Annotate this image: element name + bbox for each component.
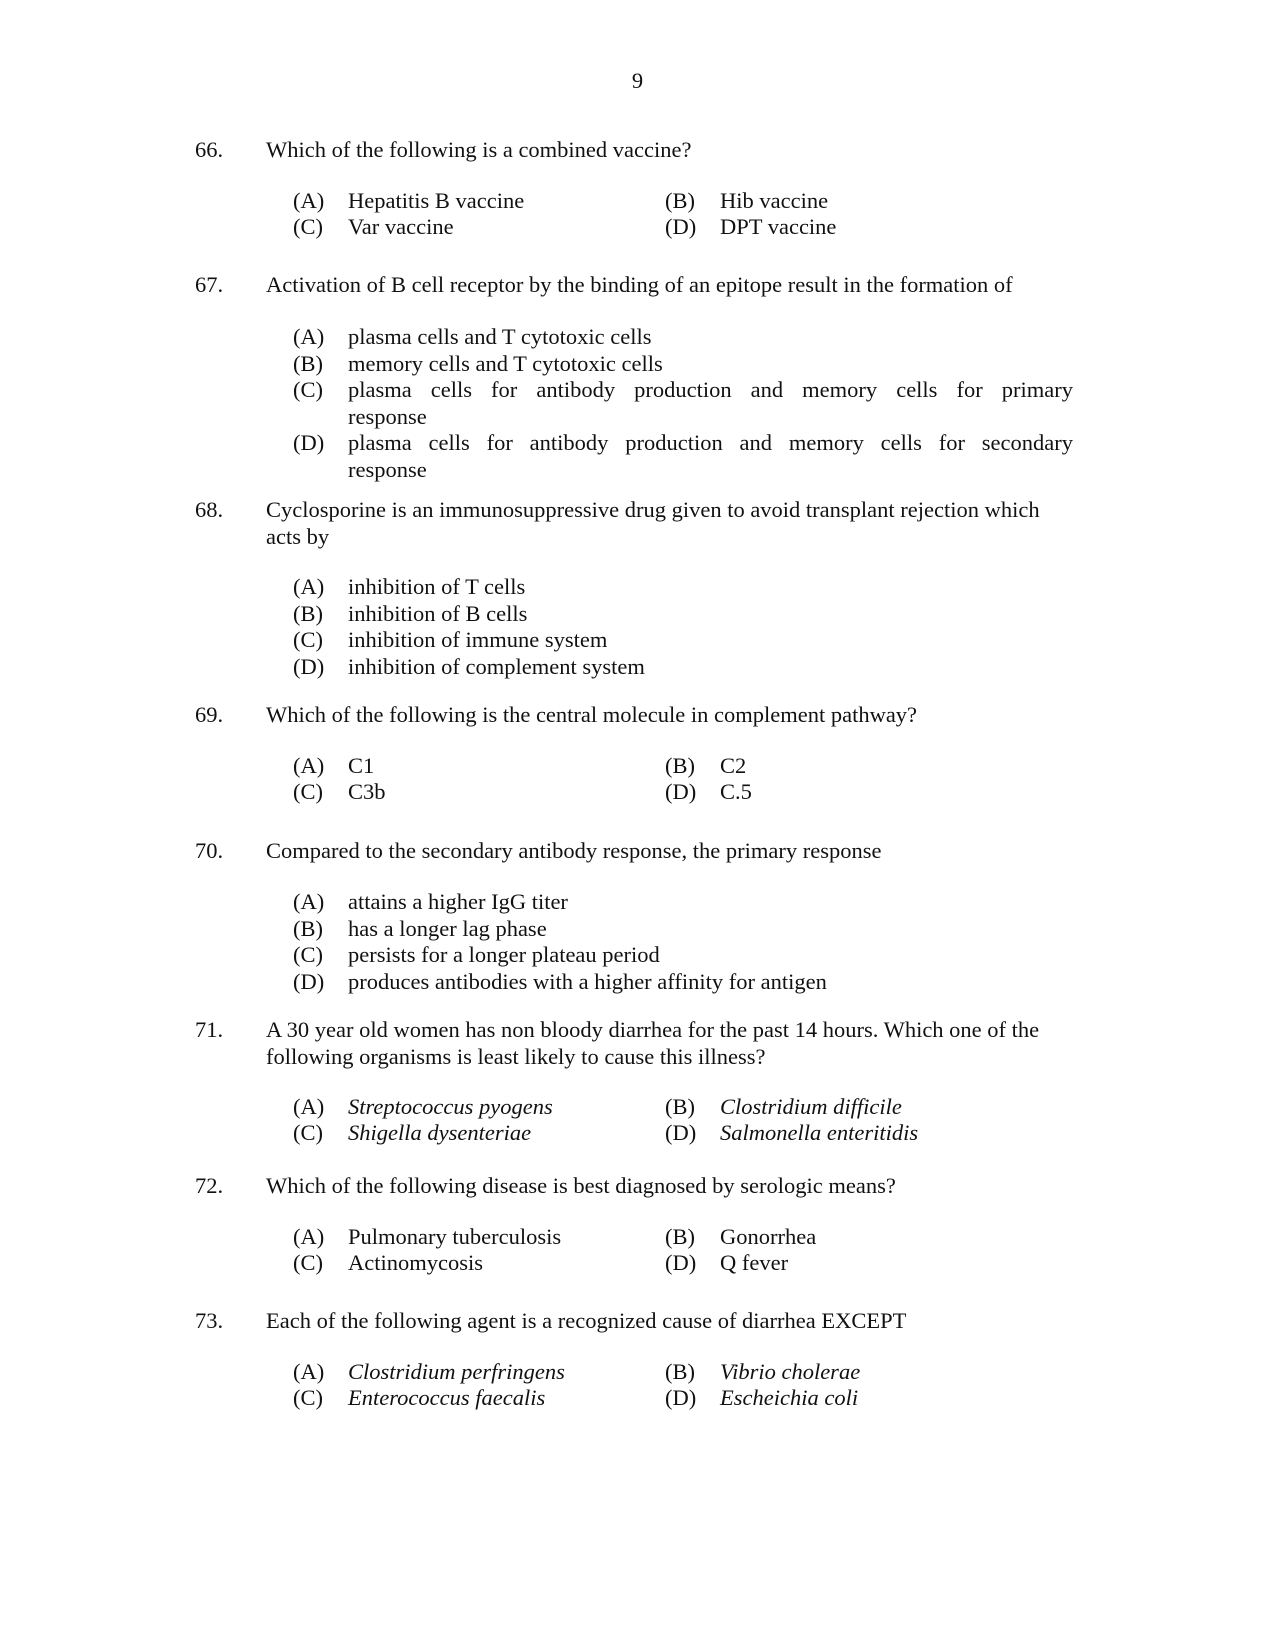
option-c[interactable] — [293, 627, 1073, 654]
question-text: Activation of B cell receptor by the binding of an epitope result in the formation of — [266, 272, 1013, 297]
option-text: inhibition of B cells — [348, 600, 528, 626]
option-d[interactable] — [665, 1250, 788, 1277]
question-number: 66. — [195, 137, 224, 162]
option-text: C.5 — [720, 779, 752, 804]
option-label: (B) — [293, 915, 323, 941]
option-label: (A) — [293, 1094, 325, 1119]
option-a[interactable] — [293, 753, 374, 780]
option-text: Clostridium perfringens — [348, 1359, 565, 1384]
option-text: Vibrio cholerae — [720, 1359, 861, 1384]
option-b[interactable] — [665, 1224, 816, 1251]
option-text: Q fever — [720, 1250, 789, 1275]
option-label: (C) — [293, 1385, 323, 1410]
question-number: 67. — [195, 272, 224, 297]
question-text: Compared to the secondary antibody response, the primary response — [266, 838, 882, 863]
option-label: (B) — [293, 600, 323, 626]
option-label: (A) — [293, 188, 325, 213]
option-text: Hib vaccine — [720, 188, 829, 213]
option-label: (C) — [293, 627, 323, 652]
option-a[interactable] — [293, 1359, 565, 1386]
question-number: 72. — [195, 1173, 224, 1198]
option-label: (B) — [665, 753, 695, 778]
option-d[interactable] — [293, 654, 1073, 681]
option-text: Pulmonary tuberculosis — [348, 1224, 562, 1249]
option-text-continued: response — [348, 403, 427, 429]
option-label: (B) — [293, 350, 323, 376]
option-label: (C) — [293, 214, 323, 239]
option-label: (A) — [293, 753, 325, 778]
option-label: (C) — [293, 1250, 323, 1275]
option-label: (C) — [293, 942, 323, 967]
option-b[interactable] — [293, 601, 1073, 628]
option-b[interactable] — [293, 916, 1073, 943]
question-text-continued: following organisms is least likely to cause this illness? — [266, 1043, 766, 1069]
question-number: 71. — [195, 1017, 224, 1042]
option-c[interactable] — [293, 1385, 545, 1412]
option-text: inhibition of immune system — [348, 627, 608, 652]
option-label: (A) — [293, 889, 325, 914]
option-a[interactable] — [293, 574, 1073, 601]
option-b[interactable] — [665, 188, 828, 215]
option-text: Actinomycosis — [348, 1250, 483, 1275]
option-label: (D) — [293, 430, 325, 455]
option-a[interactable] — [293, 889, 1073, 916]
question-text-continued: acts by — [266, 523, 330, 549]
option-text-continued: response — [348, 456, 427, 482]
option-c[interactable] — [293, 1120, 531, 1147]
option-d[interactable] — [665, 779, 752, 806]
option-label: (A) — [293, 1224, 325, 1249]
option-a[interactable] — [293, 1224, 561, 1251]
option-label: (D) — [293, 968, 325, 994]
option-label: (D) — [665, 214, 697, 239]
option-label: (B) — [665, 1359, 695, 1384]
option-d[interactable] — [293, 969, 1073, 996]
option-text: DPT vaccine — [720, 214, 837, 239]
option-b[interactable] — [665, 1359, 860, 1386]
option-c[interactable] — [293, 214, 454, 241]
option-text: C1 — [348, 753, 375, 778]
option-label: (D) — [665, 1385, 697, 1410]
option-text: Escheichia coli — [720, 1385, 859, 1410]
option-label: (C) — [293, 1120, 323, 1145]
option-label: (A) — [293, 1359, 325, 1384]
option-c[interactable] — [293, 1250, 483, 1277]
option-text: C2 — [720, 753, 747, 778]
question-number: 69. — [195, 702, 224, 727]
option-label: (D) — [665, 779, 697, 804]
option-label: (A) — [293, 574, 325, 599]
option-text: Streptococcus pyogens — [348, 1094, 553, 1119]
question-text: Each of the following agent is a recognized cause of diarrhea EXCEPT — [266, 1308, 907, 1333]
option-text: Enterococcus faecalis — [348, 1385, 546, 1410]
option-c[interactable] — [293, 942, 1073, 969]
option-label: (D) — [665, 1250, 697, 1275]
option-label: (C) — [293, 779, 323, 804]
option-text: plasma cells for antibody production and memory cells for primary — [348, 377, 1073, 402]
option-label: (B) — [665, 188, 695, 213]
option-b[interactable] — [665, 1094, 902, 1121]
option-c[interactable] — [293, 779, 386, 806]
option-d[interactable] — [665, 1385, 858, 1412]
option-text: Hepatitis B vaccine — [348, 188, 525, 213]
option-d[interactable] — [665, 214, 836, 241]
option-text: has a longer lag phase — [348, 915, 547, 941]
option-text: C3b — [348, 779, 386, 804]
option-label: (B) — [665, 1224, 695, 1249]
option-text: Var vaccine — [348, 214, 454, 239]
question-text-block — [266, 1017, 1086, 1070]
option-label: (B) — [665, 1094, 695, 1119]
option-d[interactable] — [293, 430, 1073, 483]
option-a[interactable] — [293, 324, 1073, 351]
option-text: inhibition of T cells — [348, 574, 526, 599]
option-label: (A) — [293, 324, 325, 349]
option-text: Shigella dysenteriae — [348, 1120, 532, 1145]
option-c[interactable] — [293, 377, 1073, 430]
option-text: memory cells and T cytotoxic cells — [348, 350, 663, 376]
page-number: 9 — [631, 68, 644, 93]
option-label: (C) — [293, 377, 323, 402]
question-text-block — [266, 497, 1086, 550]
option-b[interactable] — [665, 753, 746, 780]
question-number: 73. — [195, 1308, 224, 1333]
option-text: attains a higher IgG titer — [348, 889, 568, 914]
question-text: Which of the following disease is best diagnosed by serologic means? — [266, 1173, 896, 1198]
question-text: A 30 year old women has non bloody diarrhea for the past 14 hours. Which one of the — [266, 1017, 1040, 1042]
option-text: inhibition of complement system — [348, 653, 645, 679]
option-a[interactable] — [293, 188, 524, 215]
question-text: Cyclosporine is an immunosuppressive drug given to avoid transplant rejection which — [266, 497, 1040, 522]
option-label: (D) — [665, 1120, 697, 1145]
option-text: plasma cells for antibody production and memory cells for secondary — [348, 430, 1073, 455]
option-text: Gonorrhea — [720, 1224, 817, 1249]
option-label: (D) — [293, 653, 325, 679]
question-number: 68. — [195, 497, 224, 522]
option-text: Clostridium difficile — [720, 1094, 902, 1119]
option-text: produces antibodies with a higher affinity for antigen — [348, 968, 827, 994]
question-text: Which of the following is a combined vaccine? — [266, 137, 692, 162]
option-d[interactable] — [665, 1120, 918, 1147]
option-b[interactable] — [293, 351, 1073, 378]
option-text: Salmonella enteritidis — [720, 1120, 919, 1145]
option-a[interactable] — [293, 1094, 553, 1121]
question-number: 70. — [195, 838, 224, 863]
option-text: plasma cells and T cytotoxic cells — [348, 324, 652, 349]
question-text: Which of the following is the central molecule in complement pathway? — [266, 702, 918, 727]
option-text: persists for a longer plateau period — [348, 942, 660, 967]
